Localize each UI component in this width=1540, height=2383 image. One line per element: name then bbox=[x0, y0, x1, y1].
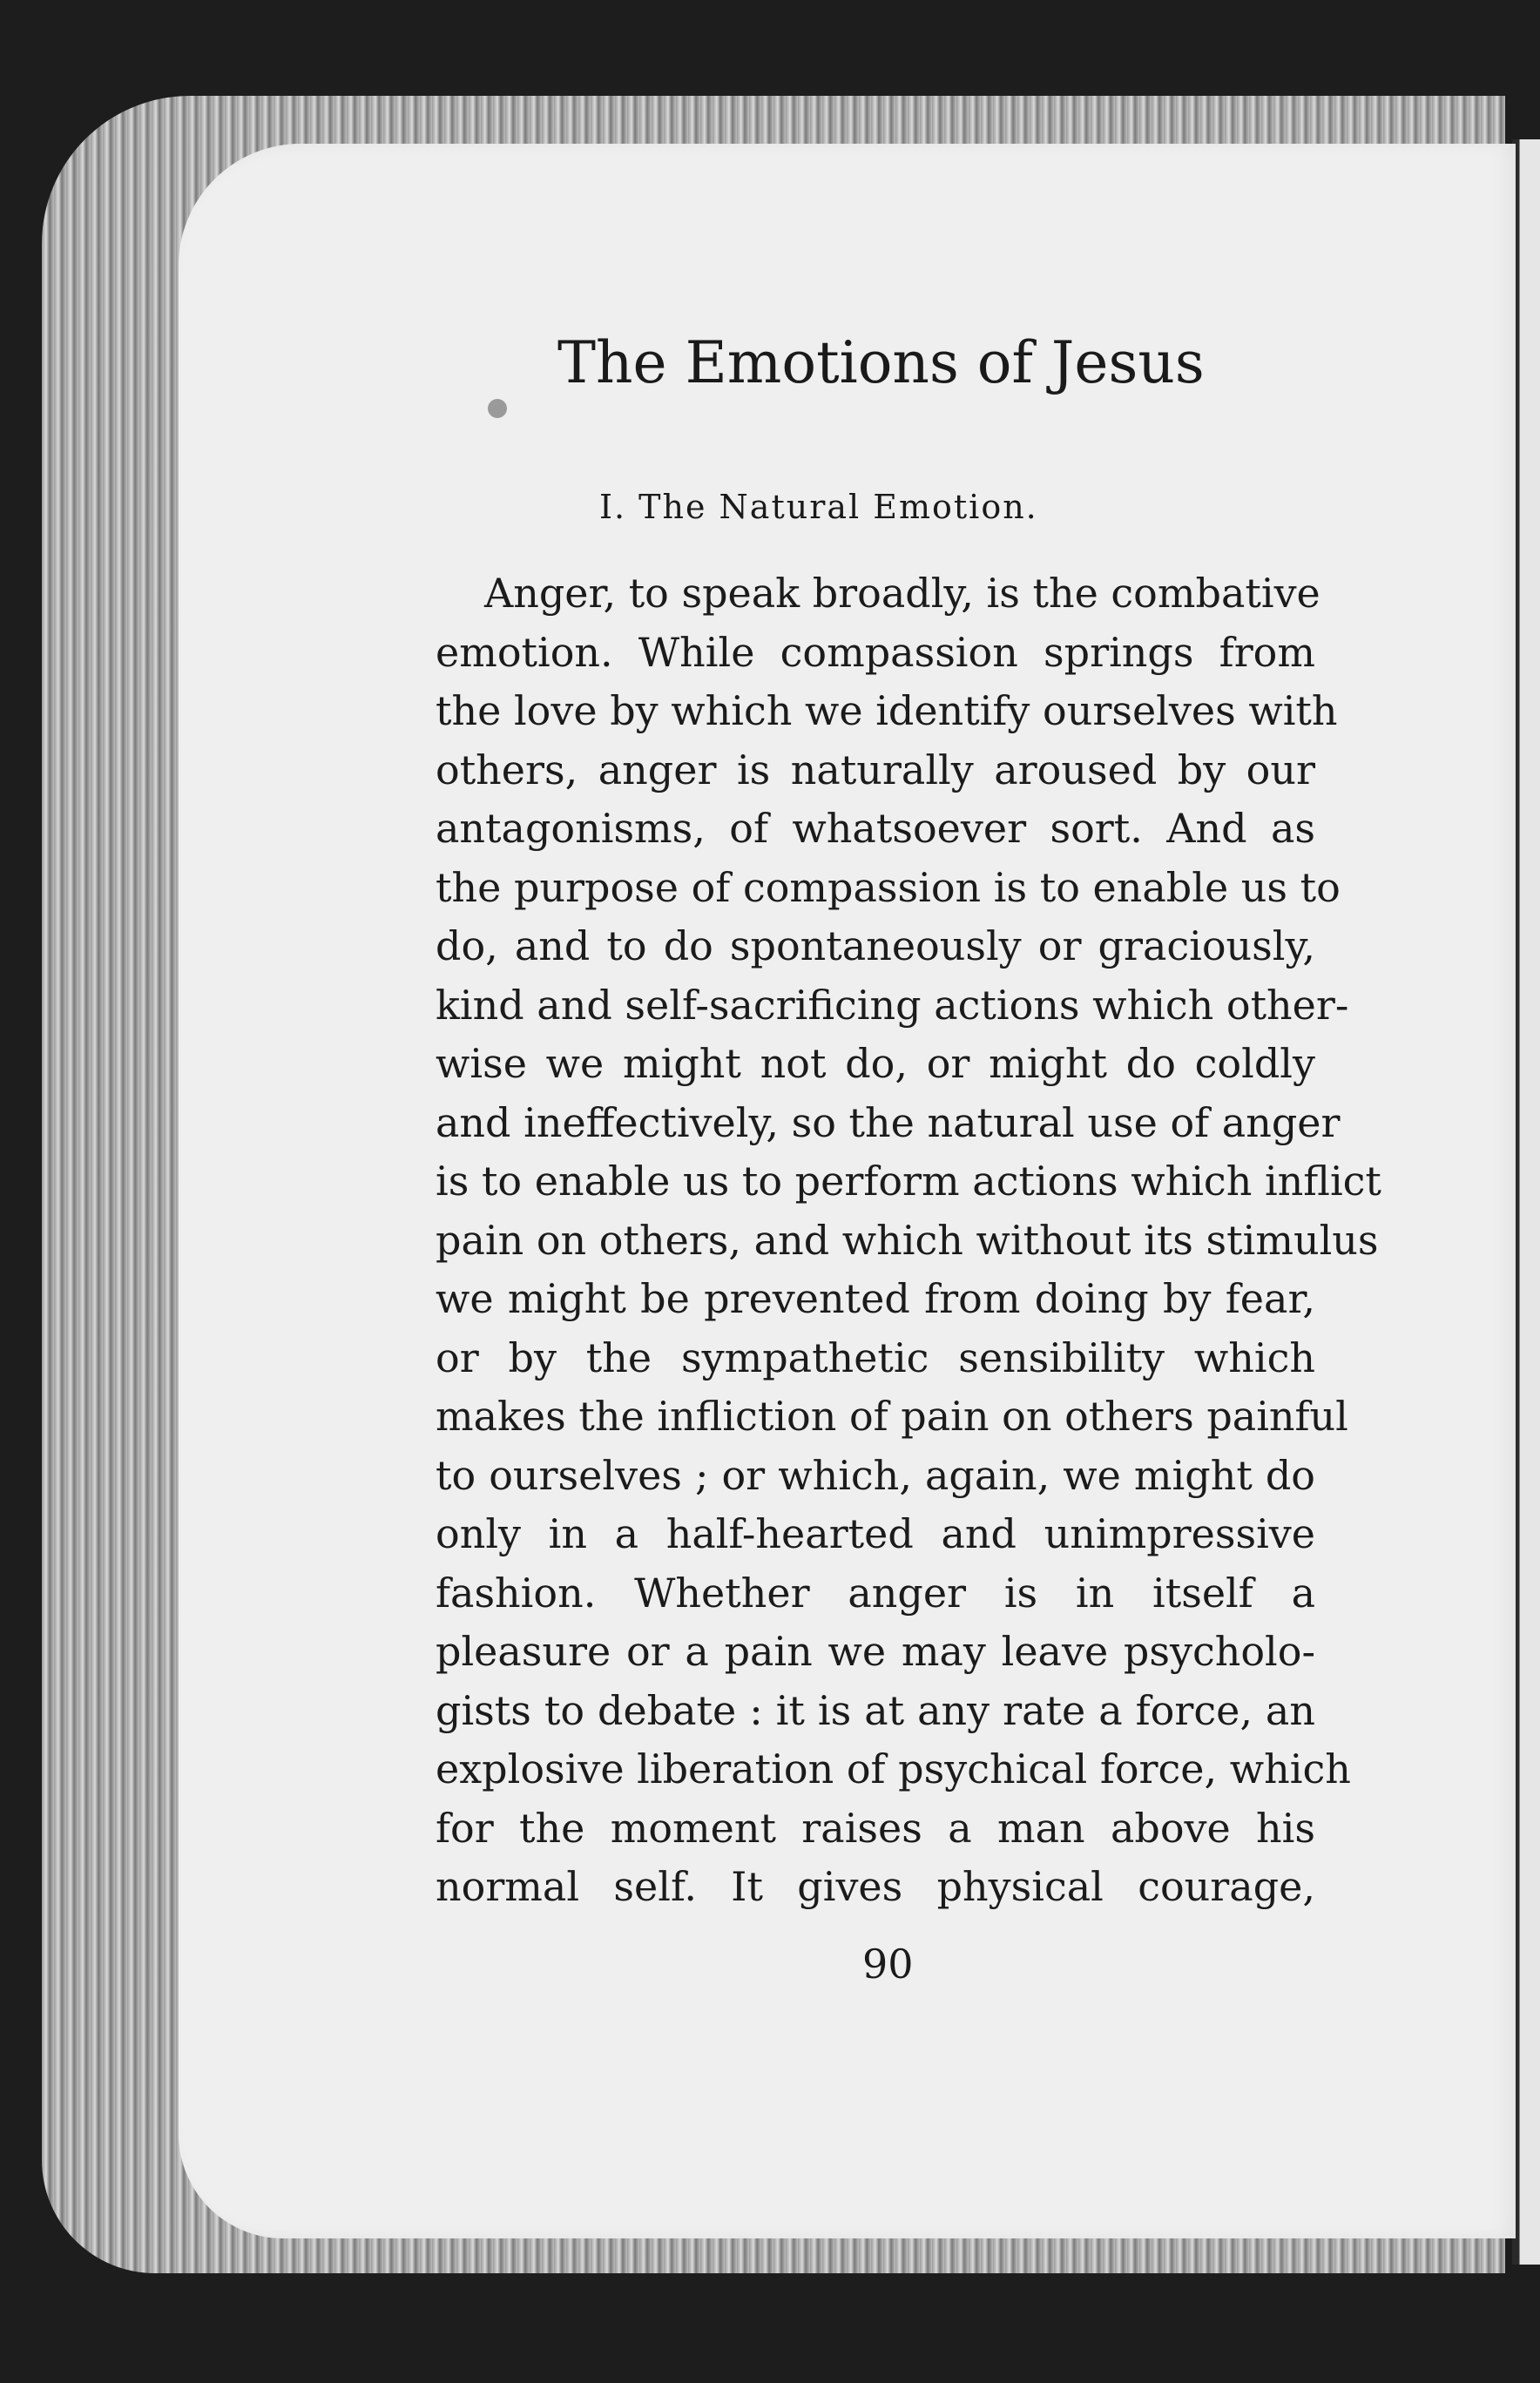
text-line: kind and self-sacrificing actions which other- bbox=[436, 981, 1349, 1029]
page-number: 90 bbox=[862, 1941, 914, 1988]
text-line: we might be prevented from doing by fear, bbox=[436, 1275, 1315, 1322]
text-line: normal self. It gives physical courage, bbox=[436, 1863, 1315, 1910]
text-line: the love by which we identify ourselves with bbox=[436, 687, 1338, 734]
running-head: The Emotions of Jesus bbox=[557, 329, 1205, 396]
text-line: makes the infliction of pain on others painful bbox=[436, 1393, 1348, 1440]
text-line: to ourselves ; or which, again, we might do bbox=[436, 1451, 1315, 1499]
text-line: for the moment raises a man above his bbox=[436, 1804, 1315, 1852]
text-line: Anger, to speak broadly, is the combative bbox=[484, 570, 1320, 617]
text-line: and ineffectively, so the natural use of anger bbox=[436, 1098, 1341, 1146]
text-line: explosive liberation of psychical force, which bbox=[436, 1745, 1351, 1792]
text-line: or by the sympathetic sensibility which bbox=[436, 1333, 1315, 1381]
text-line: do, and to do spontaneously or graciously, bbox=[436, 922, 1315, 969]
text-line: fashion. Whether anger is in itself a bbox=[436, 1569, 1315, 1617]
text-line: gists to debate : it is at any rate a force, an bbox=[436, 1686, 1315, 1734]
text-line: pleasure or a pain we may leave psycholo- bbox=[436, 1628, 1315, 1675]
paper-speck bbox=[488, 399, 507, 418]
text-line: wise we might not do, or might do coldly bbox=[436, 1040, 1315, 1087]
text-line: antagonisms, of whatsoever sort. And as bbox=[436, 805, 1315, 852]
text-line: pain on others, and which without its stimulus bbox=[436, 1216, 1379, 1264]
text-line: others, anger is naturally aroused by our bbox=[436, 746, 1315, 793]
facing-page-gutter bbox=[1512, 139, 1540, 2265]
text-line: is to enable us to perform actions which inflict bbox=[436, 1158, 1381, 1205]
text-line: only in a half-hearted and unimpressive bbox=[436, 1510, 1315, 1557]
section-heading: I. The Natural Emotion. bbox=[599, 488, 1038, 526]
body-text bbox=[436, 564, 1381, 1917]
text-line: emotion. While compassion springs from bbox=[436, 628, 1315, 676]
text-line: the purpose of compassion is to enable us to bbox=[436, 863, 1341, 911]
